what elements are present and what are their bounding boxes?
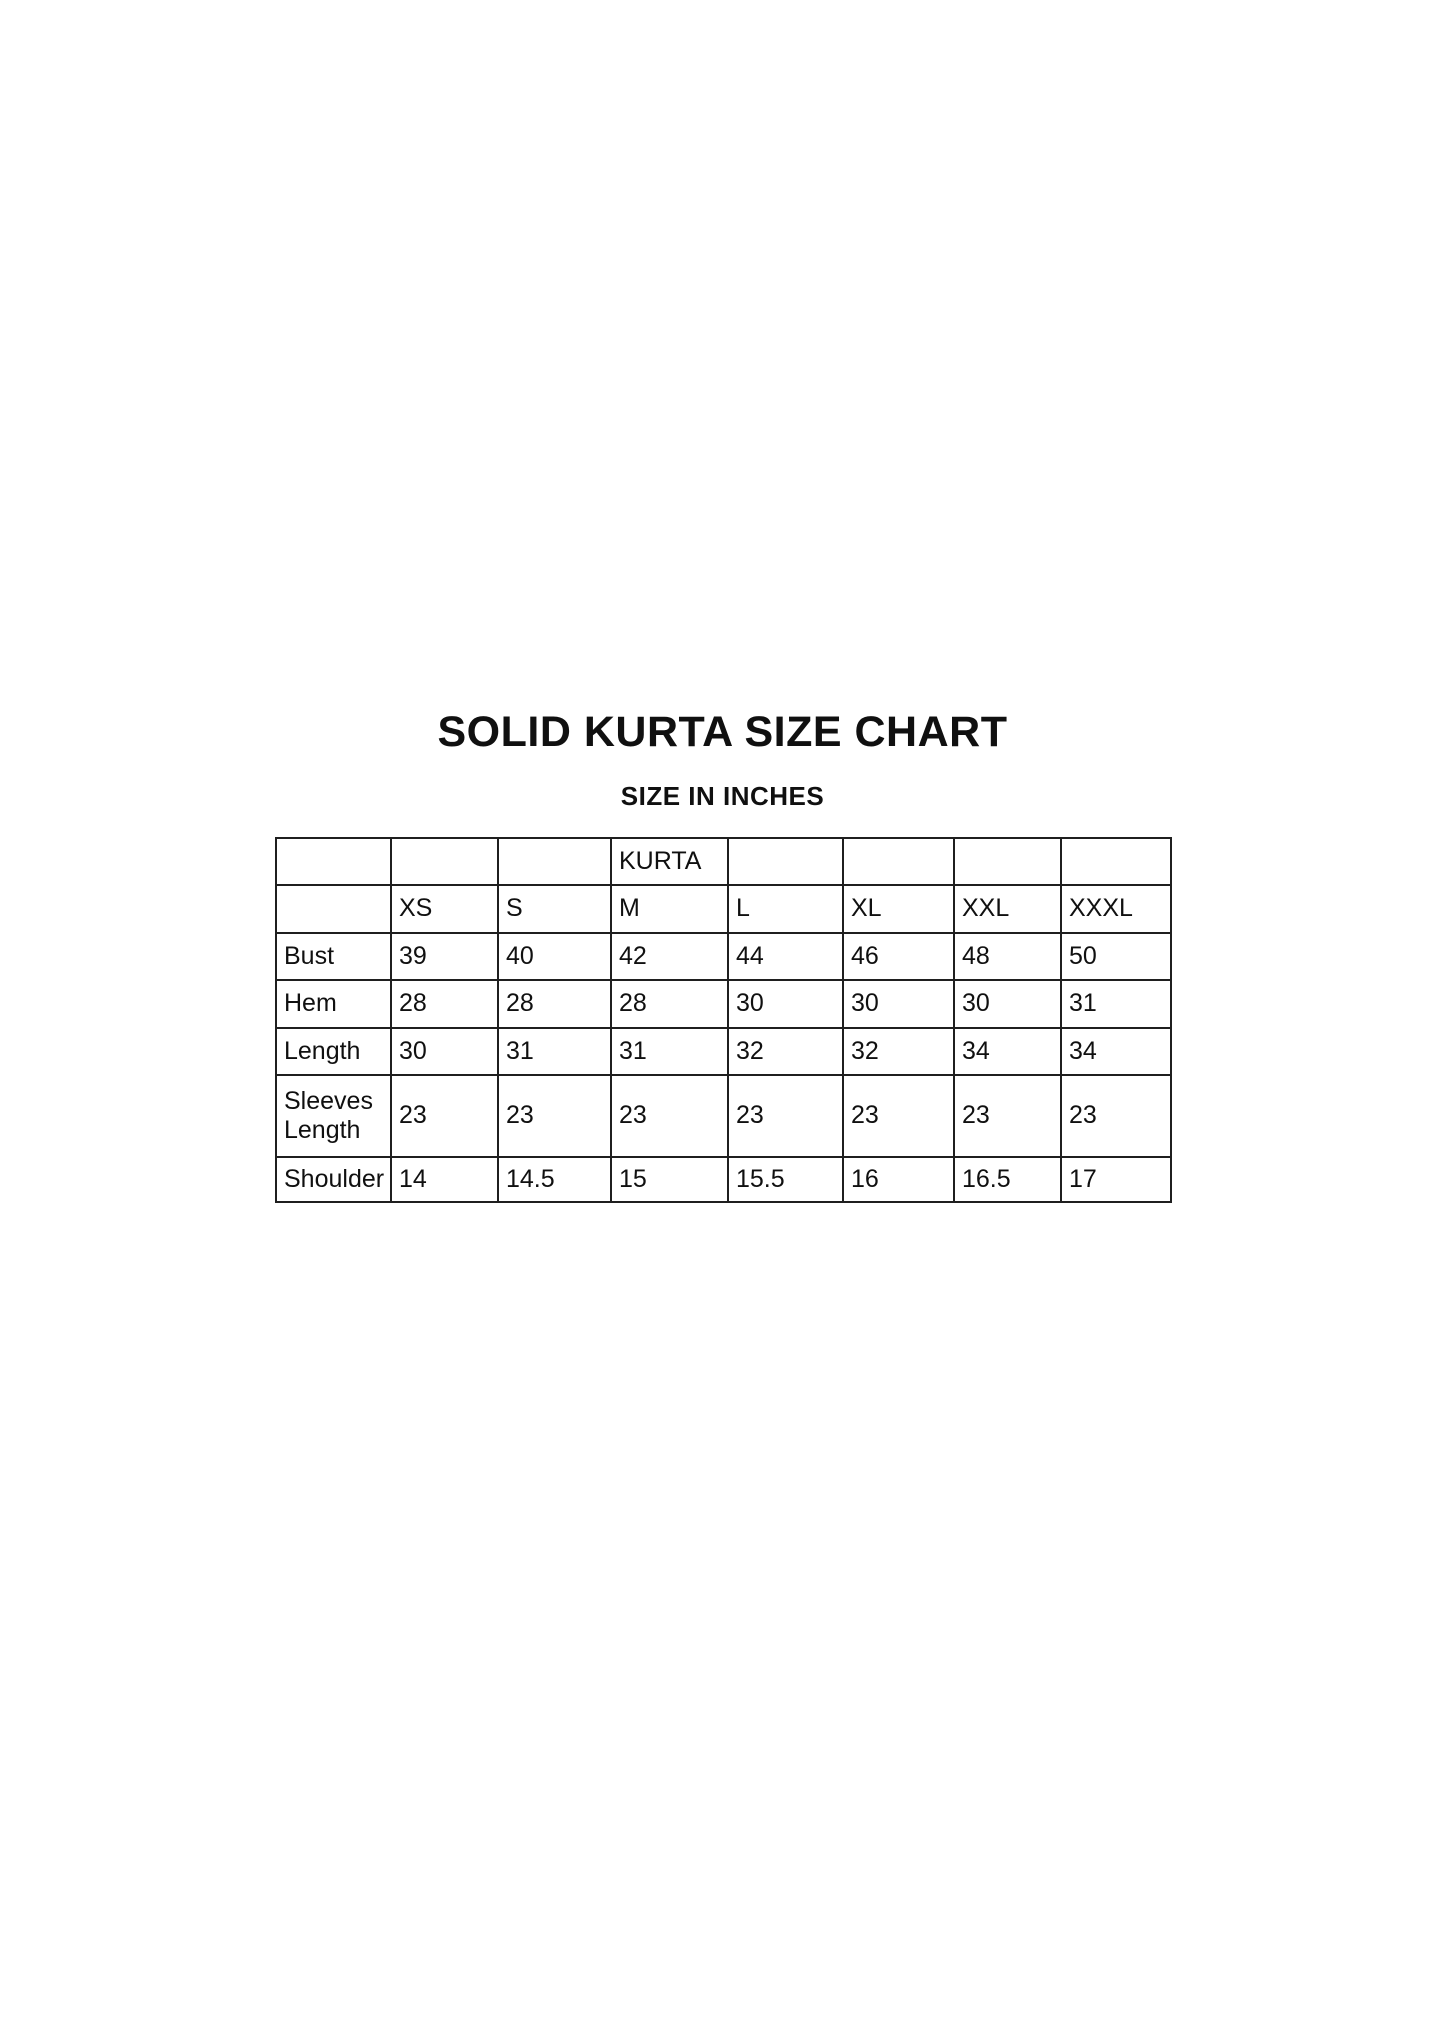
size-value-cell: 34 [954,1028,1061,1075]
row-label: Length [276,1028,391,1075]
size-value-cell: 23 [954,1075,1061,1157]
size-value-cell: 32 [728,1028,843,1075]
size-value-cell: 46 [843,933,954,980]
size-chart-table [275,837,1172,1203]
size-value-cell: 50 [1061,933,1171,980]
size-value-cell: 23 [843,1075,954,1157]
size-value-cell: 31 [1061,980,1171,1028]
empty-cell [1061,838,1171,885]
row-label: Bust [276,933,391,980]
size-value-cell: 31 [611,1028,728,1075]
table-row-sleeves-length [276,1075,1171,1157]
size-header-xxxl: XXXL [1061,885,1171,933]
size-value-cell: 39 [391,933,498,980]
page-subtitle: SIZE IN INCHES [620,781,825,812]
table-row-bust [276,933,1171,980]
size-value-cell: 14 [391,1157,498,1202]
size-value-cell: 23 [728,1075,843,1157]
size-value-cell: 14.5 [498,1157,611,1202]
row-label: Hem [276,980,391,1028]
empty-cell [843,838,954,885]
size-value-cell: 28 [391,980,498,1028]
size-header-xl: XL [843,885,954,933]
size-value-cell: 28 [498,980,611,1028]
size-value-cell: 28 [611,980,728,1028]
size-header-m: M [611,885,728,933]
size-value-cell: 44 [728,933,843,980]
page-title: SOLID KURTA SIZE CHART [437,708,1008,756]
empty-cell [498,838,611,885]
size-value-cell: 31 [498,1028,611,1075]
row-label: Sleeves Length [276,1075,391,1157]
size-value-cell: 23 [498,1075,611,1157]
size-value-cell: 16.5 [954,1157,1061,1202]
empty-cell [728,838,843,885]
table-row-group-header [276,838,1171,885]
row-label: Shoulder [276,1157,391,1202]
table-row-length [276,1028,1171,1075]
size-value-cell: 30 [843,980,954,1028]
empty-cell [276,838,391,885]
size-value-cell: 15.5 [728,1157,843,1202]
size-header-s: S [498,885,611,933]
size-header-l: L [728,885,843,933]
empty-cell [391,838,498,885]
size-value-cell: 15 [611,1157,728,1202]
size-value-cell: 40 [498,933,611,980]
group-header-cell: KURTA [611,838,728,885]
size-value-cell: 48 [954,933,1061,980]
size-value-cell: 30 [728,980,843,1028]
size-value-cell: 30 [391,1028,498,1075]
size-value-cell: 30 [954,980,1061,1028]
table-row-shoulder [276,1157,1171,1202]
size-header-xs: XS [391,885,498,933]
size-value-cell: 42 [611,933,728,980]
size-value-cell: 23 [391,1075,498,1157]
size-header-xxl: XXL [954,885,1061,933]
size-value-cell: 17 [1061,1157,1171,1202]
size-value-cell: 16 [843,1157,954,1202]
size-value-cell: 23 [1061,1075,1171,1157]
size-value-cell: 34 [1061,1028,1171,1075]
table-row-hem [276,980,1171,1028]
size-value-cell: 32 [843,1028,954,1075]
table-row-size-headers [276,885,1171,933]
size-chart-content [275,709,1170,1203]
empty-cell [954,838,1061,885]
empty-cell [276,885,391,933]
size-value-cell: 23 [611,1075,728,1157]
